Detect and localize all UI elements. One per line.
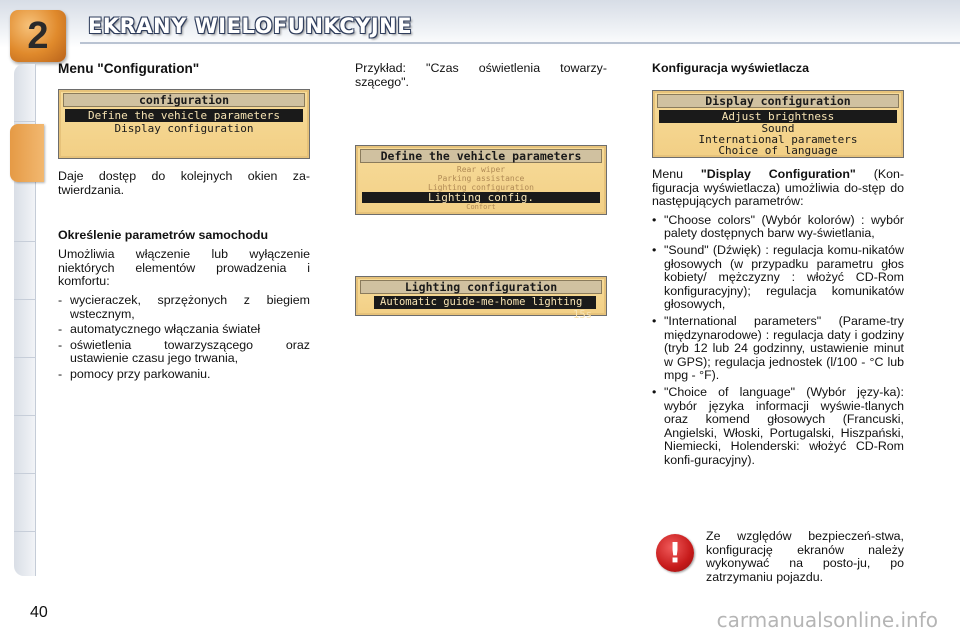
left-column: [58, 62, 310, 76]
chapter-tab-3[interactable]: [14, 184, 36, 242]
lcd-vehicle-parameters-screen: [355, 145, 607, 215]
warning-icon: !: [656, 534, 694, 572]
parameter-list: [58, 294, 310, 382]
chapter-tab-6[interactable]: [14, 358, 36, 416]
lcd-title: Display configuration: [657, 94, 899, 108]
chapter-tab-2-active[interactable]: [10, 124, 44, 182]
lcd-title: configuration: [63, 93, 305, 107]
right-column: [652, 62, 904, 75]
chapter-number: 2: [27, 14, 49, 57]
chapter-tab-strip: [14, 64, 36, 576]
lcd-row: Confort: [466, 203, 496, 211]
lcd-row-selected: Define the vehicle parameters: [65, 109, 303, 122]
list-item: • "Choose colors" (Wybór kolorów) : wybór palety dostępnych barw wy-świetlania,: [652, 214, 904, 241]
lcd-row: International parameters: [698, 133, 858, 146]
right-intro: [652, 168, 904, 209]
chapter-tab-7[interactable]: [14, 416, 36, 474]
lcd-configuration-screen: [58, 89, 310, 159]
lcd-row: Rear wiper: [456, 165, 506, 174]
list-item: • "International parameters" (Parame-try międzynarodowe) : regulacja daty i godziny (tryb 12 lub 24 godzinny, ustawienie minut w GPS); regulacja jednostek (l/100 - °C lub mpg - °F).: [652, 315, 904, 383]
subtitle-vehicle-parameters: Określenie parametrów samochodu: [58, 228, 269, 243]
lighting-setting-value: 15s: [573, 309, 592, 321]
lcd-row-selected: Lighting config.: [362, 192, 600, 203]
list-item: - wycieraczek, sprzężonych z biegiem wstecznym,: [58, 294, 310, 321]
lcd-title: Define the vehicle parameters: [360, 149, 602, 163]
section-title-configuration: Menu "Configuration": [58, 61, 200, 76]
intro-bold: "Display Configuration": [700, 167, 856, 181]
lcd-row: Choice of language: [718, 144, 838, 157]
lcd-row-selected: [374, 296, 596, 321]
lcd-title: Lighting configuration: [360, 280, 602, 294]
display-parameter-list: [652, 214, 904, 468]
watermark: carmanualsonline.info: [716, 608, 938, 632]
warning-box: [706, 530, 904, 584]
page-number: 40: [30, 604, 48, 621]
lcd-row: Sound: [761, 122, 795, 135]
left-column-text: [58, 170, 310, 384]
middle-column: [355, 62, 607, 89]
section-title-display-configuration: Konfiguracja wyświetlacza: [652, 61, 810, 75]
chapter-tab-4[interactable]: [14, 242, 36, 300]
lcd-row: Lighting configuration: [428, 183, 534, 192]
chapter-tab-1[interactable]: [14, 64, 36, 122]
chapter-tab-8[interactable]: [14, 474, 36, 532]
lcd-row: Parking assistance: [437, 174, 525, 183]
lcd-lighting-screen: [355, 276, 607, 321]
left-intro: Daje dostęp do kolejnych okien za-twierdzania.: [58, 169, 310, 197]
list-item: • "Choice of language" (Wybór języ-ka): wybór języka informacji wyświe-tlanych oraz komend głosowych (Francuski, Angielski, Włoski, Portugalski, Hiszpański, Niemiecki, Holenderski: włożyć CD-Rom konfi-guracyjny).: [652, 386, 904, 468]
page-title: EKRANY WIELOFUNKCYJNE: [88, 14, 413, 38]
header-divider: [80, 42, 960, 44]
lcd-display-configuration-screen: [652, 90, 904, 158]
lcd-row-selected: Adjust brightness: [659, 110, 897, 123]
chapter-tab-5[interactable]: [14, 300, 36, 358]
list-item: - oświetlenia towarzyszącego oraz ustawienie czasu jego trwania,: [58, 339, 310, 366]
intro-prefix: Menu: [652, 167, 701, 181]
list-item: - pomocy przy parkowaniu.: [58, 368, 310, 382]
intro-suffix: (Kon-figuracja wyświetlacza) umożliwia do-stęp do następujących parametrów:: [652, 167, 904, 209]
warning-text: Ze względów bezpieczeń-stwa, konfigurację ekranów należy wykonywać na posto-ju, po zatrzymaniu pojazdu.: [706, 529, 904, 584]
left-body: Umożliwia włączenie lub wyłączenie niektórych elementów prowadzenia i komfortu:: [58, 247, 310, 289]
lcd-row: Display configuration: [114, 122, 254, 135]
list-item: • "Sound" (Dźwięk) : regulacja komu-nikatów głosowych (w przypadku parametru głos kobiety/ mężczyzny : włożyć CD-Rom konfiguracyjny); regulacja komunikatów głosowych,: [652, 244, 904, 312]
example-text: Przykład: "Czas oświetlenia towarzy-szącego".: [355, 61, 607, 89]
list-item: - automatycznego włączania świateł: [58, 323, 310, 337]
lighting-setting-label: Automatic guide-me-home lighting: [380, 296, 583, 308]
chapter-badge: [10, 10, 66, 62]
right-column-text: [652, 168, 904, 470]
